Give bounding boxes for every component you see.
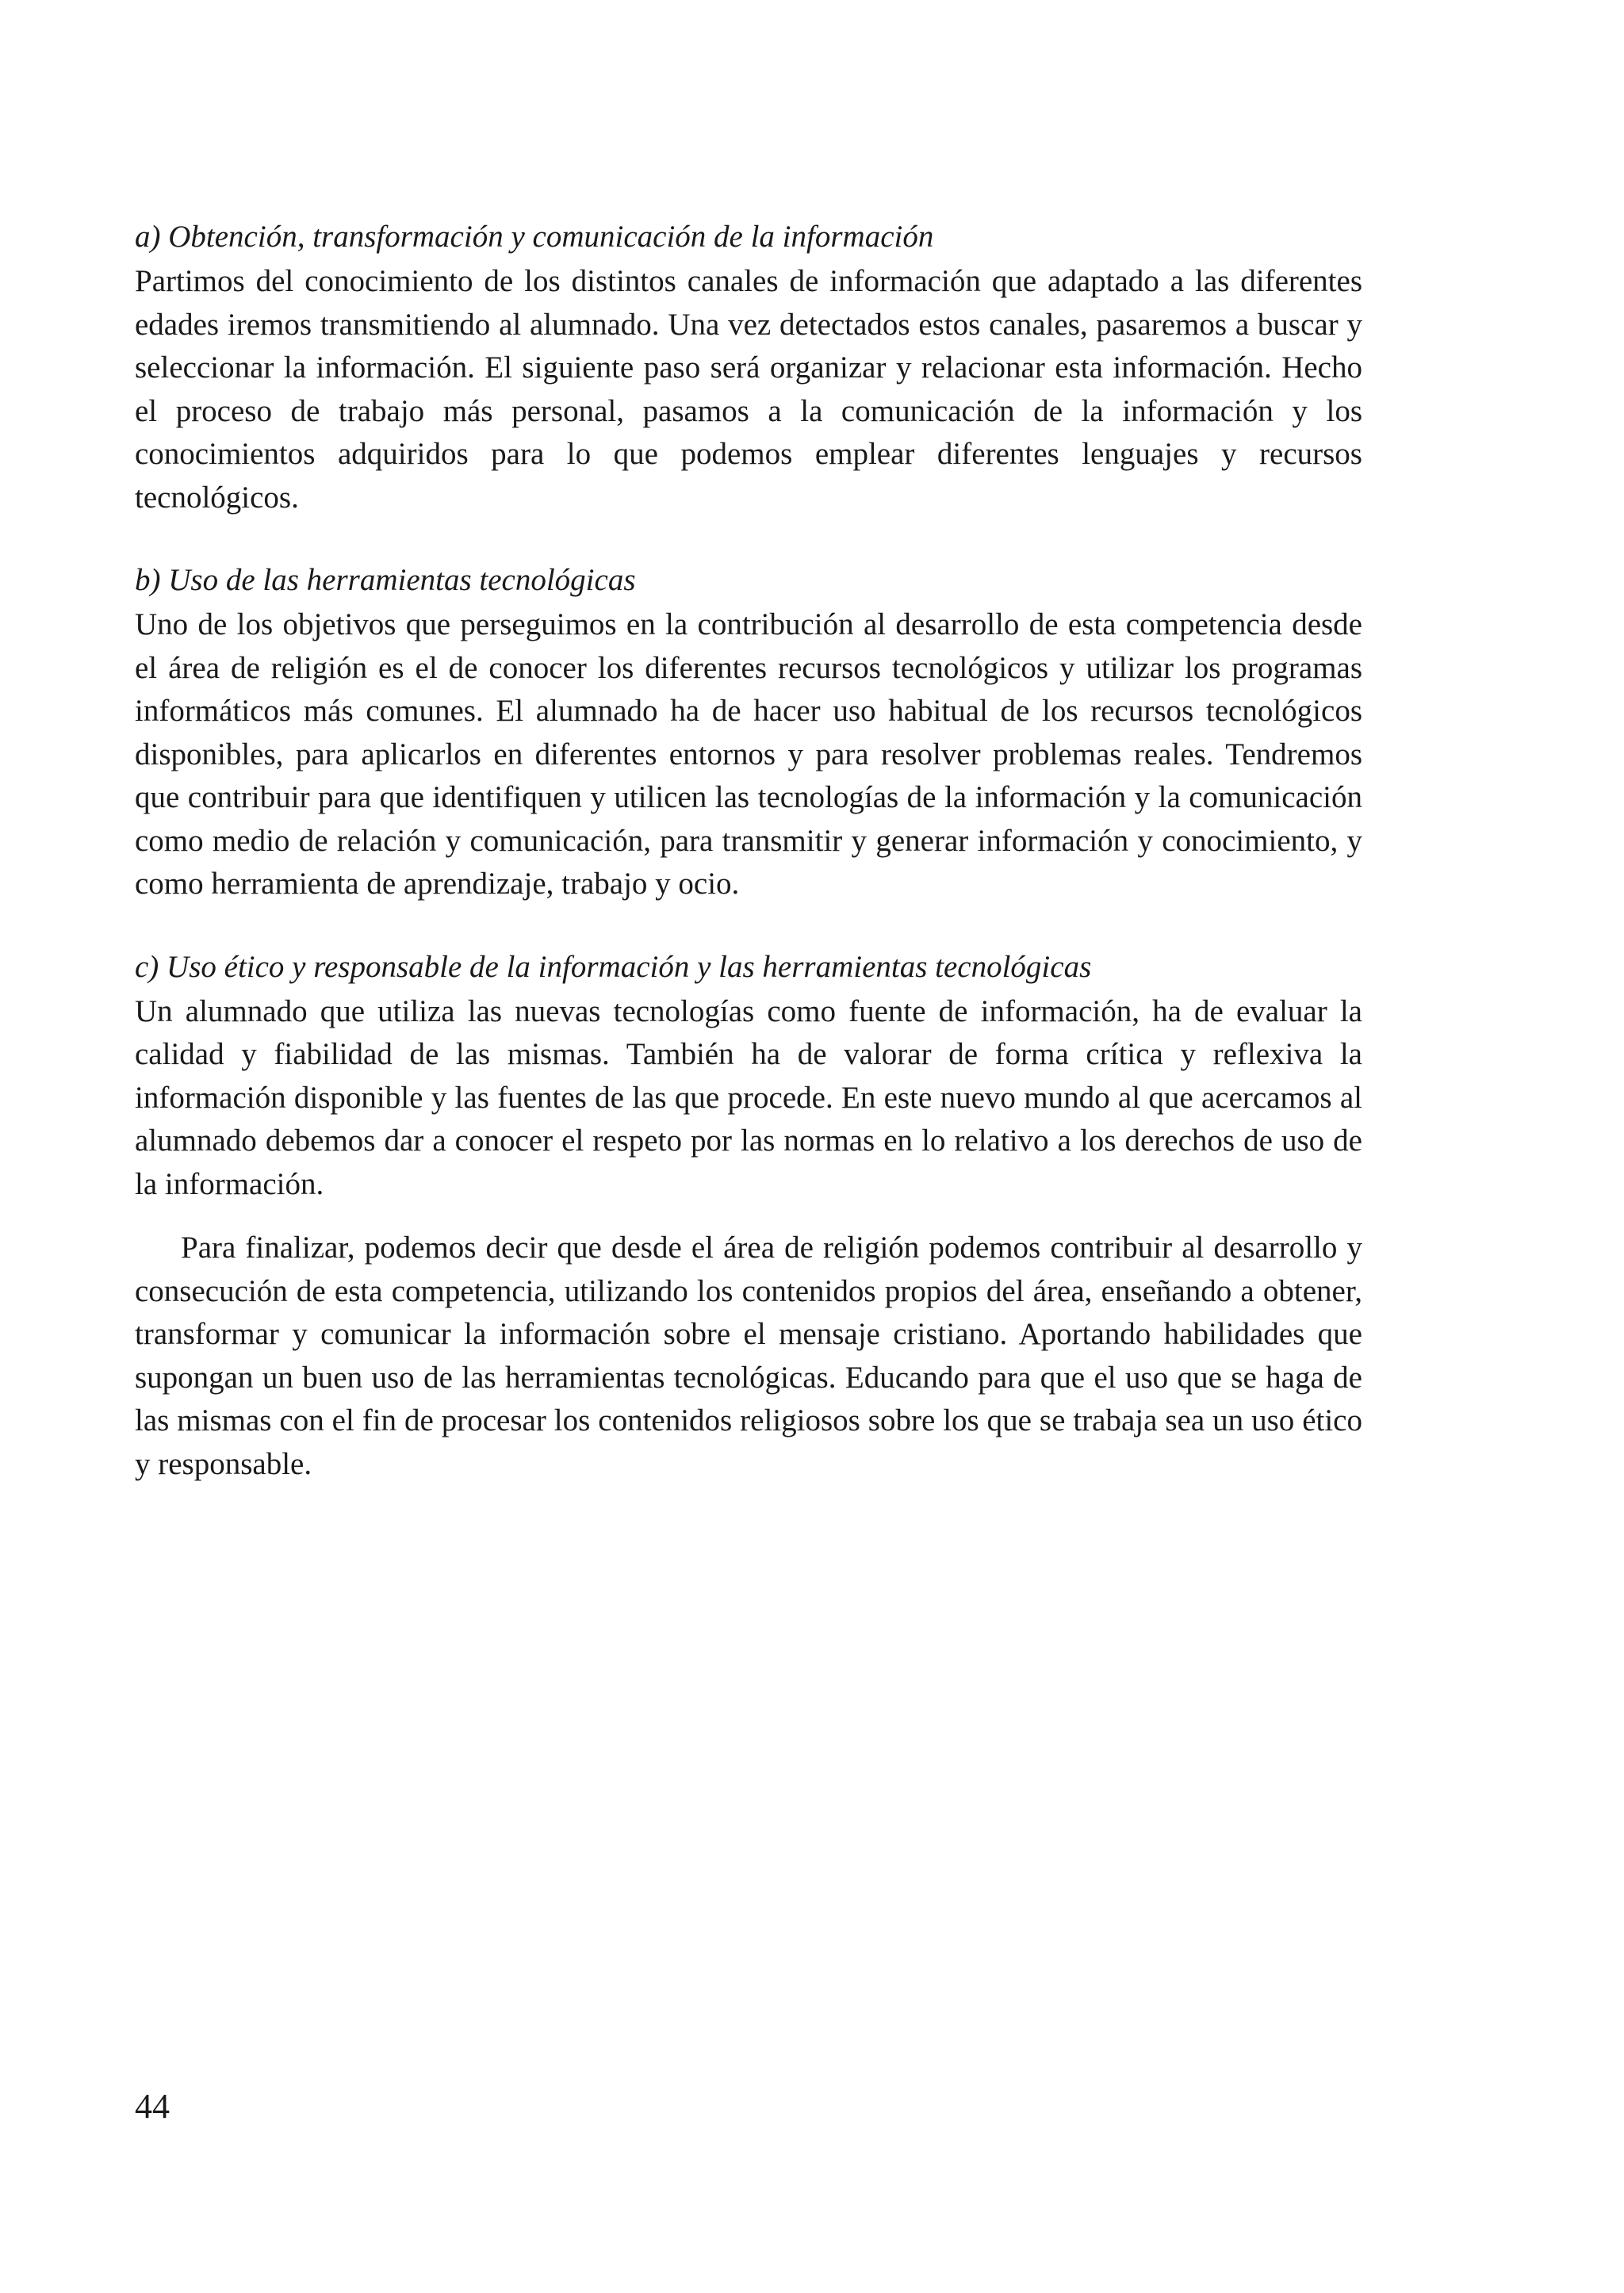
section-heading: a) Obtención, transformación y comunicación de la información: [135, 220, 934, 254]
section-c: [135, 946, 1362, 1487]
paragraph: Un alumnado que utiliza las nuevas tecnologías como fuente de información, ha de evaluar la calidad y fiabilidad de las mismas. También ha de valorar de forma crítica y reflexiva la información disponible y las fuentes de las que procede. En este nuevo mundo al que acercamos al alumnado debemos dar a conocer el respeto por las normas en lo relativo a los derechos de uso de la información.: [135, 993, 1362, 1201]
section-b: [135, 559, 1362, 906]
section-heading: b) Uso de las herramientas tecnológicas: [135, 563, 636, 597]
paragraph: Para finalizar, podemos decir que desde el área de religión podemos contribuir al desarrollo y consecución de esta competencia, utilizando los contenidos propios del área, enseñando a obtener, transformar y comunicar la información sobre el mensaje cristiano. Aportando habilidades que supongan un buen uso de las herramientas tecnológicas. Educando para que el uso que se haga de las mismas con el fin de procesar los contenidos religiosos sobre los que se trabaja sea un uso ético y responsable.: [135, 1231, 1362, 1481]
paragraph: Partimos del conocimiento de los distintos canales de información que adaptado a las diferentes edades iremos transmitiendo al alumnado. Una vez detectados estos canales, pasaremos a buscar y seleccionar la información. El siguiente paso será organizar y relacionar esta información. Hecho el proceso de trabajo más personal, pasamos a la comunicación de la información y los conocimientos adquiridos para lo que podemos emplear diferentes lenguajes y recursos tecnológicos.: [135, 264, 1362, 515]
page-number: 44: [135, 2087, 170, 2126]
section-heading: c) Uso ético y responsable de la información y las herramientas tecnológicas: [135, 949, 1092, 984]
paragraph: Uno de los objetivos que perseguimos en la contribución al desarrollo de esta competencia desde el área de religión es el de conocer los diferentes recursos tecnológicos y utilizar los programas informáticos más comunes. El alumnado ha de hacer uso habitual de los recursos tecnológicos disponibles, para aplicarlos en diferentes entornos y para resolver problemas reales. Tendremos que contribuir para que identifiquen y utilicen las tecnologías de la información y la comunicación como medio de relación y comunicación, para transmitir y generar información y conocimiento, y como herramienta de aprendizaje, trabajo y ocio.: [135, 607, 1362, 901]
page-body: [135, 216, 1362, 1486]
section-a: [135, 216, 1362, 519]
